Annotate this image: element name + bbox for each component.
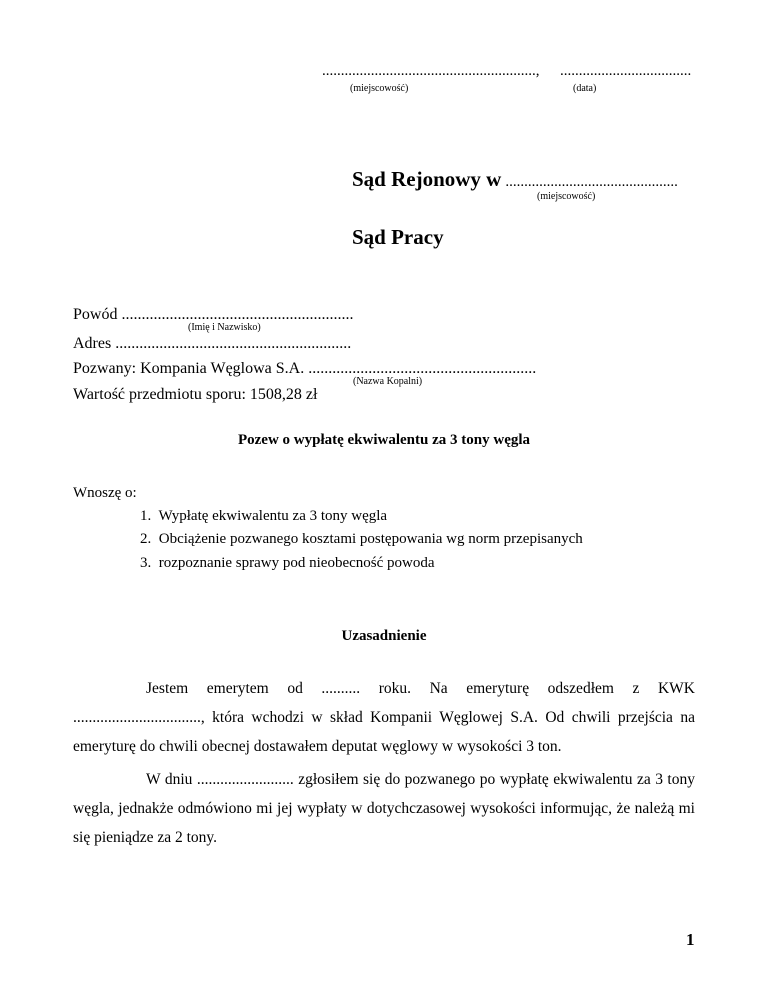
justification-title: Uzasadnienie — [341, 628, 427, 644]
plaintiff-caption: (Imię i Nazwisko) — [188, 322, 261, 333]
justification-paragraph-1 — [73, 674, 695, 761]
requests-intro: Wnoszę o: — [73, 485, 137, 501]
date-field: ................................... — [560, 63, 692, 79]
address-field: Adres ........................................................... — [73, 335, 352, 352]
paragraph-text: W dniu ......................... zgłosiłem się do pozwanego po wypłatę ekwiwalentu za 3 tony węgla, jednakże odmówiono mi jej wypłaty w dotychczasowej wysokości informując, że należą mi się pieniądze za 2 tony. — [73, 771, 695, 846]
place-caption: (miejscowość) — [350, 83, 409, 94]
court-division: Sąd Pracy — [352, 225, 444, 249]
page-number: 1 — [686, 930, 695, 949]
claim-value: Wartość przedmiotu sporu: 1508,28 zł — [73, 386, 318, 403]
request-item-2 — [140, 531, 583, 548]
place-field: ........................................................., — [322, 63, 540, 79]
claim-title: Pozew o wypłatę ekwiwalentu za 3 tony węgla — [237, 432, 531, 448]
request-number: 1. — [140, 508, 152, 524]
request-number: 2. — [140, 531, 152, 547]
request-text: rozpoznanie sprawy pod nieobecność powoda — [158, 555, 435, 571]
justification-paragraph-2 — [73, 765, 695, 852]
defendant-field: Pozwany: Kompania Węglowa S.A. ......................................................... — [73, 360, 537, 377]
plaintiff-field: Powód .......................................................... — [73, 306, 354, 323]
defendant-caption: (Nazwa Kopalni) — [353, 376, 423, 387]
request-text: Wypłatę ekwiwalentu za 3 tony węgla — [158, 508, 388, 524]
request-item-1 — [140, 508, 387, 525]
court-heading — [352, 167, 678, 192]
request-text: Obciążenie pozwanego kosztami postępowania wg norm przepisanych — [158, 531, 583, 547]
court-place-caption: (miejscowość) — [537, 191, 596, 202]
request-number: 3. — [140, 555, 152, 571]
request-item-3 — [140, 555, 435, 572]
court-place-field: .............................................. — [505, 174, 678, 190]
court-title: Sąd Rejonowy w — [352, 167, 502, 191]
paragraph-text: Jestem emerytem od .......... roku. Na emeryturę odszedłem z KWK ................................., która wchodzi w skład Kompanii Węglowej S.A. Od chwili przejścia na emeryturę do chwili obecnej dostawałem deputat węglowy w wysokości 3 ton. — [73, 680, 695, 755]
date-caption: (data) — [573, 83, 597, 94]
